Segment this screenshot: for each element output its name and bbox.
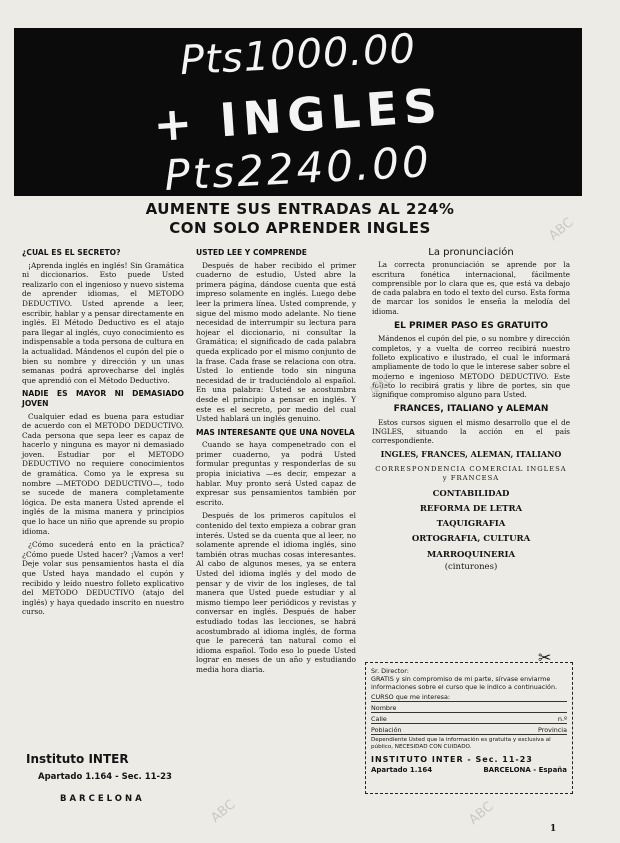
watermark-abc-2: ABC xyxy=(366,371,397,400)
watermark-abc-3: ABC xyxy=(208,797,239,826)
course-shorthand: TAQUIGRAFIA xyxy=(436,519,506,530)
coupon-street-label: Calle xyxy=(371,715,387,723)
right-heading-pronunciation: La pronunciación xyxy=(428,247,514,258)
right-heading-languages: FRANCES, ITALIANO y ALEMAN xyxy=(393,404,549,415)
coupon-course-field[interactable] xyxy=(371,693,567,702)
course-leather-note: (cinturones) xyxy=(444,562,498,573)
coupon-name-label: Nombre xyxy=(371,704,397,712)
left-heading-secret: ¿CUAL ES EL SECRETO? xyxy=(22,248,121,257)
institute-name: Instituto INTER xyxy=(26,752,129,766)
headline-line2: CON SOLO APRENDER INGLES xyxy=(169,219,431,237)
right-heading-free: EL PRIMER PASO ES GRATUITO xyxy=(394,321,548,332)
coupon-number-label: n.º xyxy=(557,715,567,723)
coupon-street-field[interactable] xyxy=(371,715,567,724)
coupon-footer-address: Apartado 1.164 xyxy=(371,766,433,774)
coupon-footer-city: BARCELONA - España xyxy=(483,766,567,774)
coupon-form[interactable] xyxy=(365,662,573,794)
scissors-icon: ✂ xyxy=(538,648,552,667)
left-paragraph-1: ¡Aprenda inglés en inglés! Sin Gramática ni diccionarios. Esto puede Usted realizarlo con el ingenioso y nuevo sistema de aprender idiomas, el METODO DEDUCTIVO. Usted aprende a leer, escribir, hablar y a pensar directamente en inglés. El Método Deductivo es el atajo para llegar al inglés, cuyo conocimiento es indispensable a toda persona de cultura en la actualidad. Mándenos el cupón del pie o bien su nombre y dirección y un unas semanas podrá aprovecharse del inglés que aprendió con el Método Deductivo. xyxy=(22,260,184,385)
left-column xyxy=(22,246,184,621)
headline-line1: AUMENTE SUS ENTRADAS AL 224% xyxy=(145,200,455,218)
price-banner xyxy=(14,25,582,200)
middle-heading-read: USTED LEE Y COMPRENDE xyxy=(196,248,307,257)
middle-column xyxy=(196,246,356,679)
left-paragraph-2: Cualquier edad es buena para estudiar de acuerdo con el METODO DEDUCTIVO. Cada persona que sepa leer es capaz de hacerlo y ninguna es mayor ni demasiado joven. Estudiar por el METODO DEDUCTIVO no requiere conocimientos de gramática. Como ya le expresa su nombre —METODO DEDUCTIVO—, todo se sucede de manera completamente lógica. De esta manera Usted aprende el inglés de la misma manera y principios que lo hace un niño que aprende su propio idioma. xyxy=(22,411,184,536)
coupon-note: Dependiente Usted que la información es gratuita y exclusiva al público, NECESIDAD CON CUIDADO. xyxy=(371,737,551,750)
right-paragraph-3: Estos cursos siguen el mismo desarrollo que el de INGLES, situando la acción en el país correspondiente. xyxy=(372,417,570,446)
coupon-name-field[interactable] xyxy=(371,704,567,713)
institute-city: BARCELONA xyxy=(60,794,145,804)
left-paragraph-3: ¿Cómo sucederá ento en la práctica? ¿Cómo puede Usted hacer? ¡Vamos a ver! Deje volar sus pensamientos hasta el día que Usted haya mandado el cupón y recibido y leído nuestro folleto explicativo del METODO DEDUCTIVO (atajo del inglés) y haya quedado inscrito en nuestro curso. xyxy=(22,540,184,617)
course-accounting: CONTABILIDAD xyxy=(432,488,510,499)
left-heading-age: NADIE ES MAYOR NI DEMASIADO JOVEN xyxy=(22,389,184,408)
course-orthography: ORTOGRAFIA, CULTURA xyxy=(411,534,531,545)
right-column xyxy=(372,242,570,578)
course-languages: INGLES, FRANCES, ALEMAN, ITALIANO xyxy=(380,448,562,459)
institute-address: Apartado 1.164 - Sec. 11-23 xyxy=(38,772,172,782)
middle-paragraph-3: Después de los primeros capítulos el contenido del texto empieza a cobrar gran interés. Usted se da cuenta que al leer, no solamente aprende el idioma inglés, sino también otras muchas cosas interesantes. Al cabo de algunos meses, ya se entera Usted del idioma inglés y del modo de pensar y de vivir de los ingleses, de tal manera que Usted puede estudiar y al mismo tiempo leer periódicos y revistas y conversar en inglés. Después de haber estudiado todas las lecciones, se habrá acostumbrado al idioma inglés, de forma que le parecerá tan natural como el idioma español. Todo eso lo puede Usted lograr en meses de un año y estudiando media hora diaria. xyxy=(196,511,356,674)
coupon-course-label: CURSO que me interesa: xyxy=(371,693,451,701)
coupon-province-label: Provincia xyxy=(538,726,567,734)
course-leather: MARROQUINERIA xyxy=(426,549,516,560)
middle-heading-novel: MAS INTERESANTE QUE UNA NOVELA xyxy=(196,427,355,437)
middle-paragraph-2: Cuando se haya compenetrado con el primer cuaderno, ya podrá Usted formular preguntas y responderlas de su propia iniciativa —es decir, empezar a hablar. Muy pronto será Usted capaz de expresar sus pensamientos también por escrito. xyxy=(196,440,356,507)
right-paragraph-2: Mándenos el cupón del pie, o su nombre y dirección completos, y a vuelta de correo recibirá nuestro folleto explicativo e ilustrado, el cual le informará ampliamente de todo lo que le interese saber sobre el moderno e ingenioso METODO DEDUCTIVO. Este folleto lo recibirá gratis y libre de portes, sin que signifique compromiso alguno para Usted. xyxy=(372,334,570,400)
watermark-abc-4: ABC xyxy=(466,799,497,828)
right-paragraph-1: La correcta pronunciación se aprende por la escritura fonética internacional, fácilmente comprensible por lo clara que es, que está va debajo de cada palabra en todo el texto del curso. Esta forma de marcar los sonidos le enseña la melodía del idioma. xyxy=(372,260,570,316)
coupon-footer-institute: INSTITUTO INTER - Sec. 11-23 xyxy=(371,755,533,764)
coupon-town-label: Población xyxy=(371,726,402,734)
watermark-abc-1: ABC xyxy=(546,215,577,244)
page-number: 1 xyxy=(550,824,557,834)
coupon-town-field[interactable] xyxy=(371,726,567,735)
banner-price-after: Pts2240.00 xyxy=(163,137,433,200)
banner-price-before: Pts1000.00 xyxy=(178,25,418,85)
coupon-body: GRATIS y sin compromiso de mi parte, sírvase enviarme informaciones sobre el curso que le indico a continuación. xyxy=(371,675,558,691)
course-correspondence: CORRESPONDENCIA COMERCIAL INGLESA y FRANCESA xyxy=(375,464,567,483)
coupon-greeting: Sr. Director: xyxy=(371,667,409,675)
middle-paragraph-1: Después de haber recibido el primer cuaderno de estudio, Usted abre la primera página, dándose cuenta que está impreso solamente en inglés. Luego debe leer la primera línea. Usted comprende, y sigue del mismo modo adelante. No tiene necesidad de interrumpir su lectura para hojear el diccionario, ni consultar la Gramática; el significado de cada palabra queda explicado por el mismo conjunto de la frase. Cada frase se relaciona con otra. Usted lo entiende todo sin ninguna necesidad de ir traduciéndolo al español. En una palabra: Usted se acostumbra desde el principio a pensar en inglés. Y este es el secreto, por medio del cual Usted hablará un inglés genuino. xyxy=(196,260,356,424)
banner-plus-ingles: + INGLES xyxy=(151,77,445,153)
course-handwriting: REFORMA DE LETRA xyxy=(419,503,523,514)
